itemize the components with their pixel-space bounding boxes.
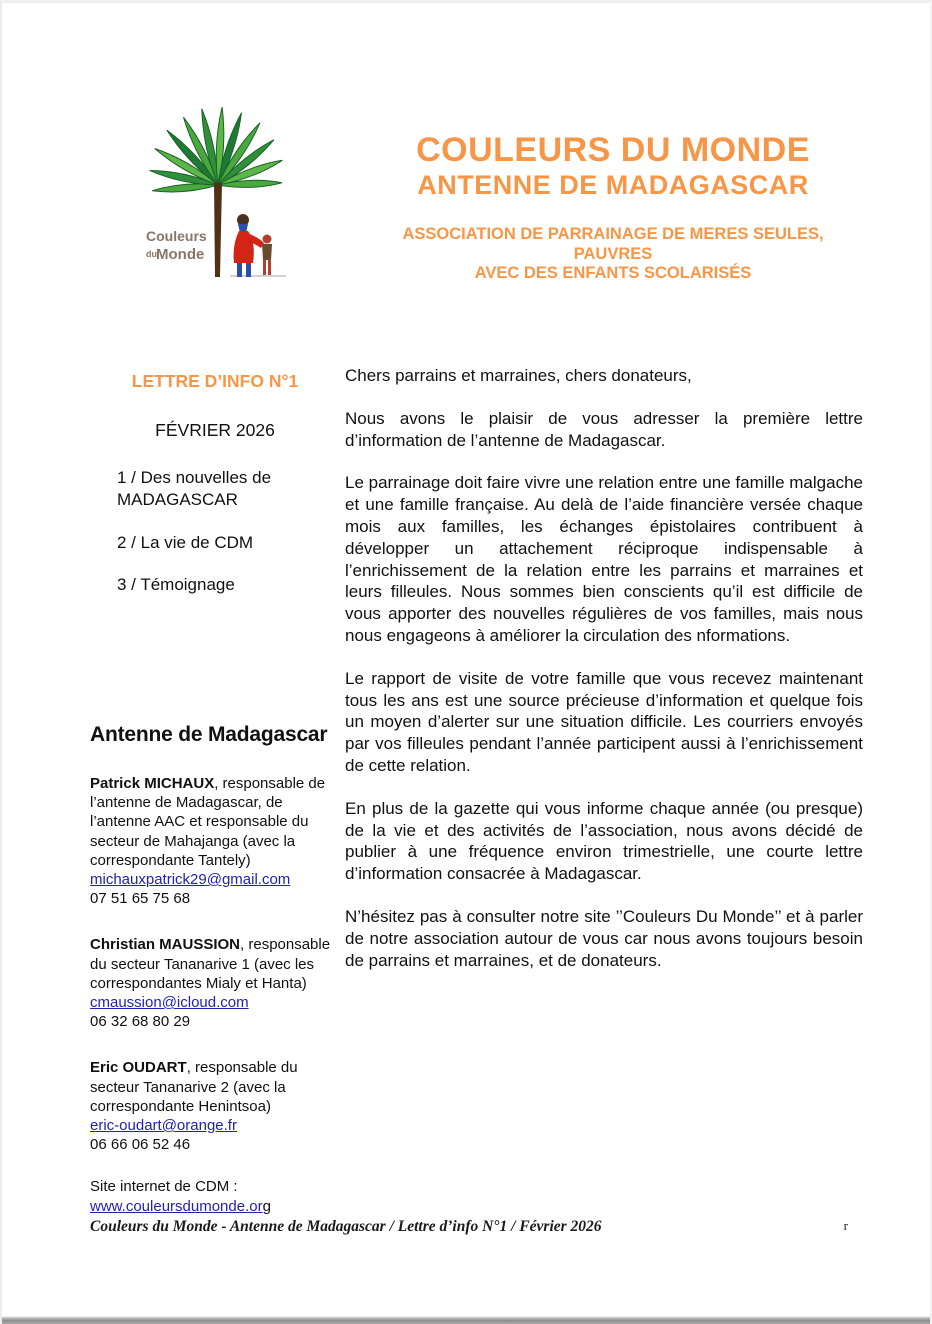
logo-child-figure [262, 235, 272, 276]
paragraph-1: Nous avons le plaisir de vous adresser la première lettre d’information de l’antenne de Madagascar. [345, 408, 863, 450]
contact-phone: 07 51 65 75 68 [90, 890, 191, 908]
website-block [90, 1177, 344, 1216]
paragraph-4: En plus de la gazette qui vous informe chaque année (ou presque) de la vie et des activités de l’association, nous avons décidé de publier à une fréquence environ trimestrielle, une courte lettre d’information consacrée à Madagascar. [345, 798, 863, 884]
issue-date: FÉVRIER 2026 [155, 420, 275, 440]
page-subtitle: ANTENNE DE MADAGASCAR [417, 170, 809, 200]
sidebar-contacts [90, 723, 344, 1216]
contact-role: , responsable de l’antenne de Madagascar, de l’antenne AAC et responsable du secteur de Mahajanga (avec la correspondante Tantely) [90, 775, 326, 869]
toc-item-2: 2 / La vie de CDM [117, 532, 254, 552]
contact-card-christian [90, 935, 344, 1031]
sidebar-summary [90, 371, 340, 596]
contact-email-link[interactable]: michauxpatrick29@gmail.com [90, 871, 291, 889]
contact-name: Eric OUDART [90, 1059, 187, 1077]
logo-wordmark-line2: Monde [156, 246, 205, 263]
page-bottom-edge [2, 1316, 930, 1324]
contact-name: Patrick MICHAUX [90, 775, 215, 792]
tagline-line-2: AVEC DES ENFANTS SCOLARISÉS [474, 263, 752, 282]
page-footer [90, 1218, 852, 1236]
paragraph-5: N’hésitez pas à consulter notre site ’’Couleurs Du Monde’’ et à parler de notre association autour de vous car nous avons toujours besoin de parrains et marraines, et de donateurs. [345, 906, 863, 970]
website-link[interactable]: www.couleursdumonde.or [90, 1197, 263, 1215]
footer-page-mark: r [843, 1218, 848, 1233]
letter-body [345, 365, 863, 992]
association-tagline [362, 225, 864, 283]
association-logo [140, 105, 292, 293]
tagline-line-1: ASSOCIATION DE PARRAINAGE DE MERES SEULES, PAUVRES [402, 225, 824, 263]
logo-wordmark-du: du [146, 249, 157, 259]
website-link-suffix: g [262, 1197, 271, 1215]
contact-role: , responsable du secteur Tananarive 1 (avec les correspondantes Mialy et Hanta) [90, 936, 331, 992]
logo-trunk [214, 183, 222, 277]
contact-card-eric [90, 1058, 344, 1154]
table-of-contents [90, 467, 340, 596]
toc-item-3: 3 / Témoignage [117, 575, 235, 595]
section-heading: Antenne de Madagascar [90, 723, 328, 746]
newsletter-title: LETTRE D’INFO N°1 [131, 371, 299, 391]
contact-role: , responsable du secteur Tananarive 2 (avec la correspondante Henintsoa) [90, 1059, 298, 1115]
contact-name: Christian MAUSSION [90, 936, 241, 954]
logo-wordmark-line1: Couleurs [146, 228, 207, 244]
contact-phone: 06 66 06 52 46 [90, 1136, 191, 1154]
paragraph-3: Le rapport de visite de votre famille que vous recevez maintenant tous les ans est une source précieuse d’information et quelque fois un moyen d’alerter sur une situation difficile. Les courriers envoyés par vos filleules pendant l’année participent aussi à l’enrichissement de cette relation. [345, 668, 863, 775]
footer-text: Couleurs du Monde - Antenne de Madagascar / Lettre d’info N°1 / Février 2026 [90, 1218, 602, 1235]
salutation: Chers parrains et marraines, chers donateurs, [345, 366, 692, 385]
contact-card-patrick [90, 774, 344, 908]
logo-mother-figure [234, 214, 264, 277]
contact-email-link[interactable]: cmaussion@icloud.com [90, 994, 249, 1012]
page-title: COULEURS DU MONDE [416, 131, 810, 169]
logo-tree-icon [140, 105, 292, 293]
contact-email-link[interactable]: eric-oudart@orange.fr [90, 1117, 237, 1135]
paragraph-2: Le parrainage doit faire vivre une relation entre une famille malgache et une famille française. Au delà de l’aide financière versée chaque mois aux familles, les échanges épistolaires contribuent à développer un attachement réciproque indispensable à l’enrichissement de la relation entre les parrains et marraines et leurs filleules. Nous sommes bien conscients qu’il est difficile de vous apporter des nouvelles régulières de vos familles, mais nous nous engageons à améliorer la circulation des nformations. [345, 473, 863, 645]
website-label: Site internet de CDM : [90, 1178, 238, 1196]
toc-item-1: 1 / Des nouvelles de MADAGASCAR [117, 468, 272, 509]
header-title-block [362, 133, 864, 283]
contact-phone: 06 32 68 80 29 [90, 1013, 191, 1031]
